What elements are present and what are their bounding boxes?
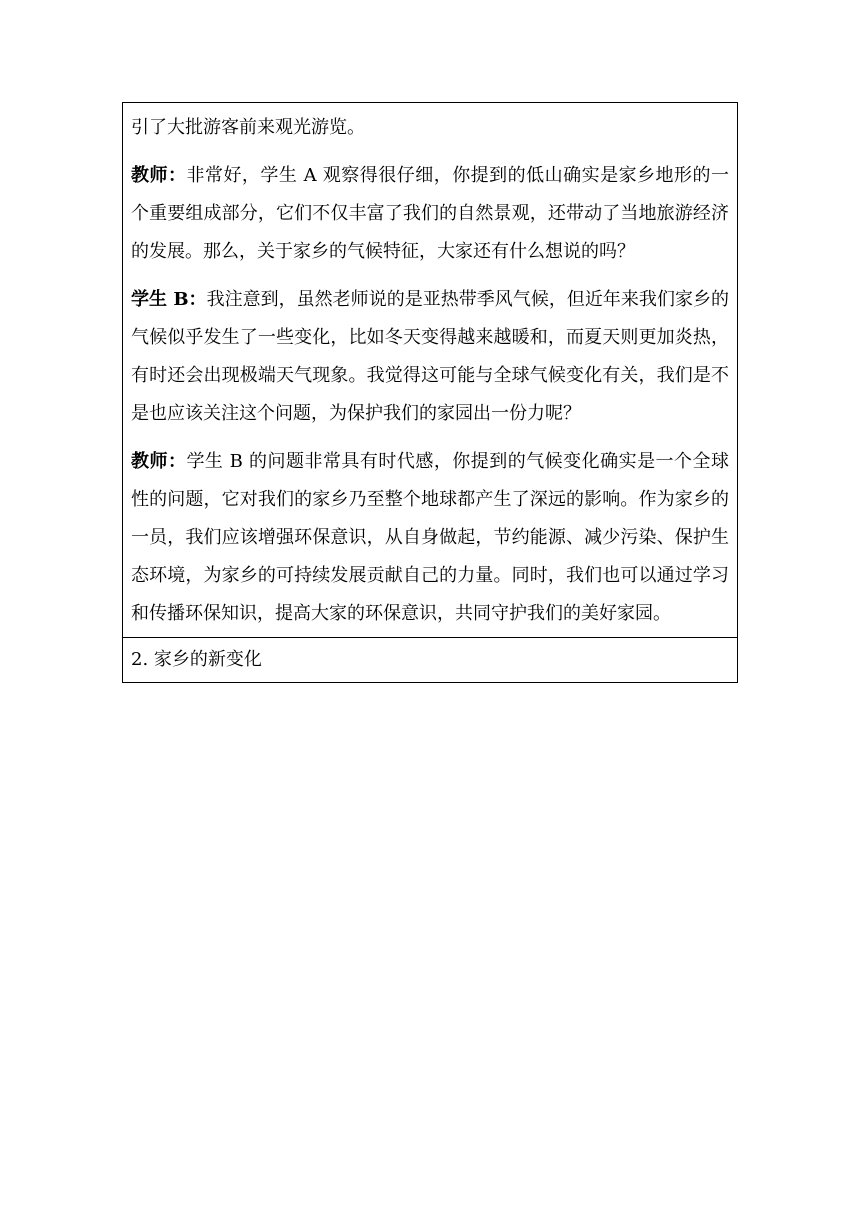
dialogue-paragraph — [131, 109, 729, 147]
paragraph-text: 学生 B 的问题非常具有时代感，你提到的气候变化确实是一个全球性的问题，它对我们的家乡乃至整个地球都产生了深远的影响。作为家乡的一员，我们应该增强环保意识，从自身做起，节约能源、减少污染、保护生态环境，为家乡的可持续发展贡献自己的力量。同时，我们也可以通过学习和传播环保知识，提高大家的环保意识，共同守护我们的美好家园。 — [131, 451, 729, 624]
table-row — [123, 103, 738, 638]
dialogue-cell — [123, 103, 738, 638]
dialogue-paragraph — [131, 281, 729, 433]
paragraph-text: 非常好，学生 A 观察得很仔细，你提到的低山确实是家乡地形的一个重要组成部分，它们不仅丰富了我们的自然景观，还带动了当地旅游经济的发展。那么，关于家乡的气候特征，大家还有什么想说的吗？ — [131, 165, 729, 262]
document-table — [122, 102, 738, 683]
paragraph-text: 我注意到，虽然老师说的是亚热带季风气候，但近年来我们家乡的气候似乎发生了一些变化，比如冬天变得越来越暖和，而夏天则更加炎热，有时还会出现极端天气现象。我觉得这可能与全球气候变化有关，我们是不是也应该关注这个问题，为保护我们的家园出一份力呢？ — [131, 289, 729, 424]
table-row — [123, 638, 738, 683]
dialogue-paragraph — [131, 443, 729, 633]
paragraph-text: 引了大批游客前来观光游览。 — [131, 117, 365, 138]
speaker-label: 教师： — [131, 451, 187, 472]
speaker-label: 学生 B： — [131, 289, 207, 310]
speaker-label: 教师： — [131, 165, 187, 186]
section-heading: 2. 家乡的新变化 — [123, 638, 738, 683]
dialogue-paragraph — [131, 157, 729, 271]
